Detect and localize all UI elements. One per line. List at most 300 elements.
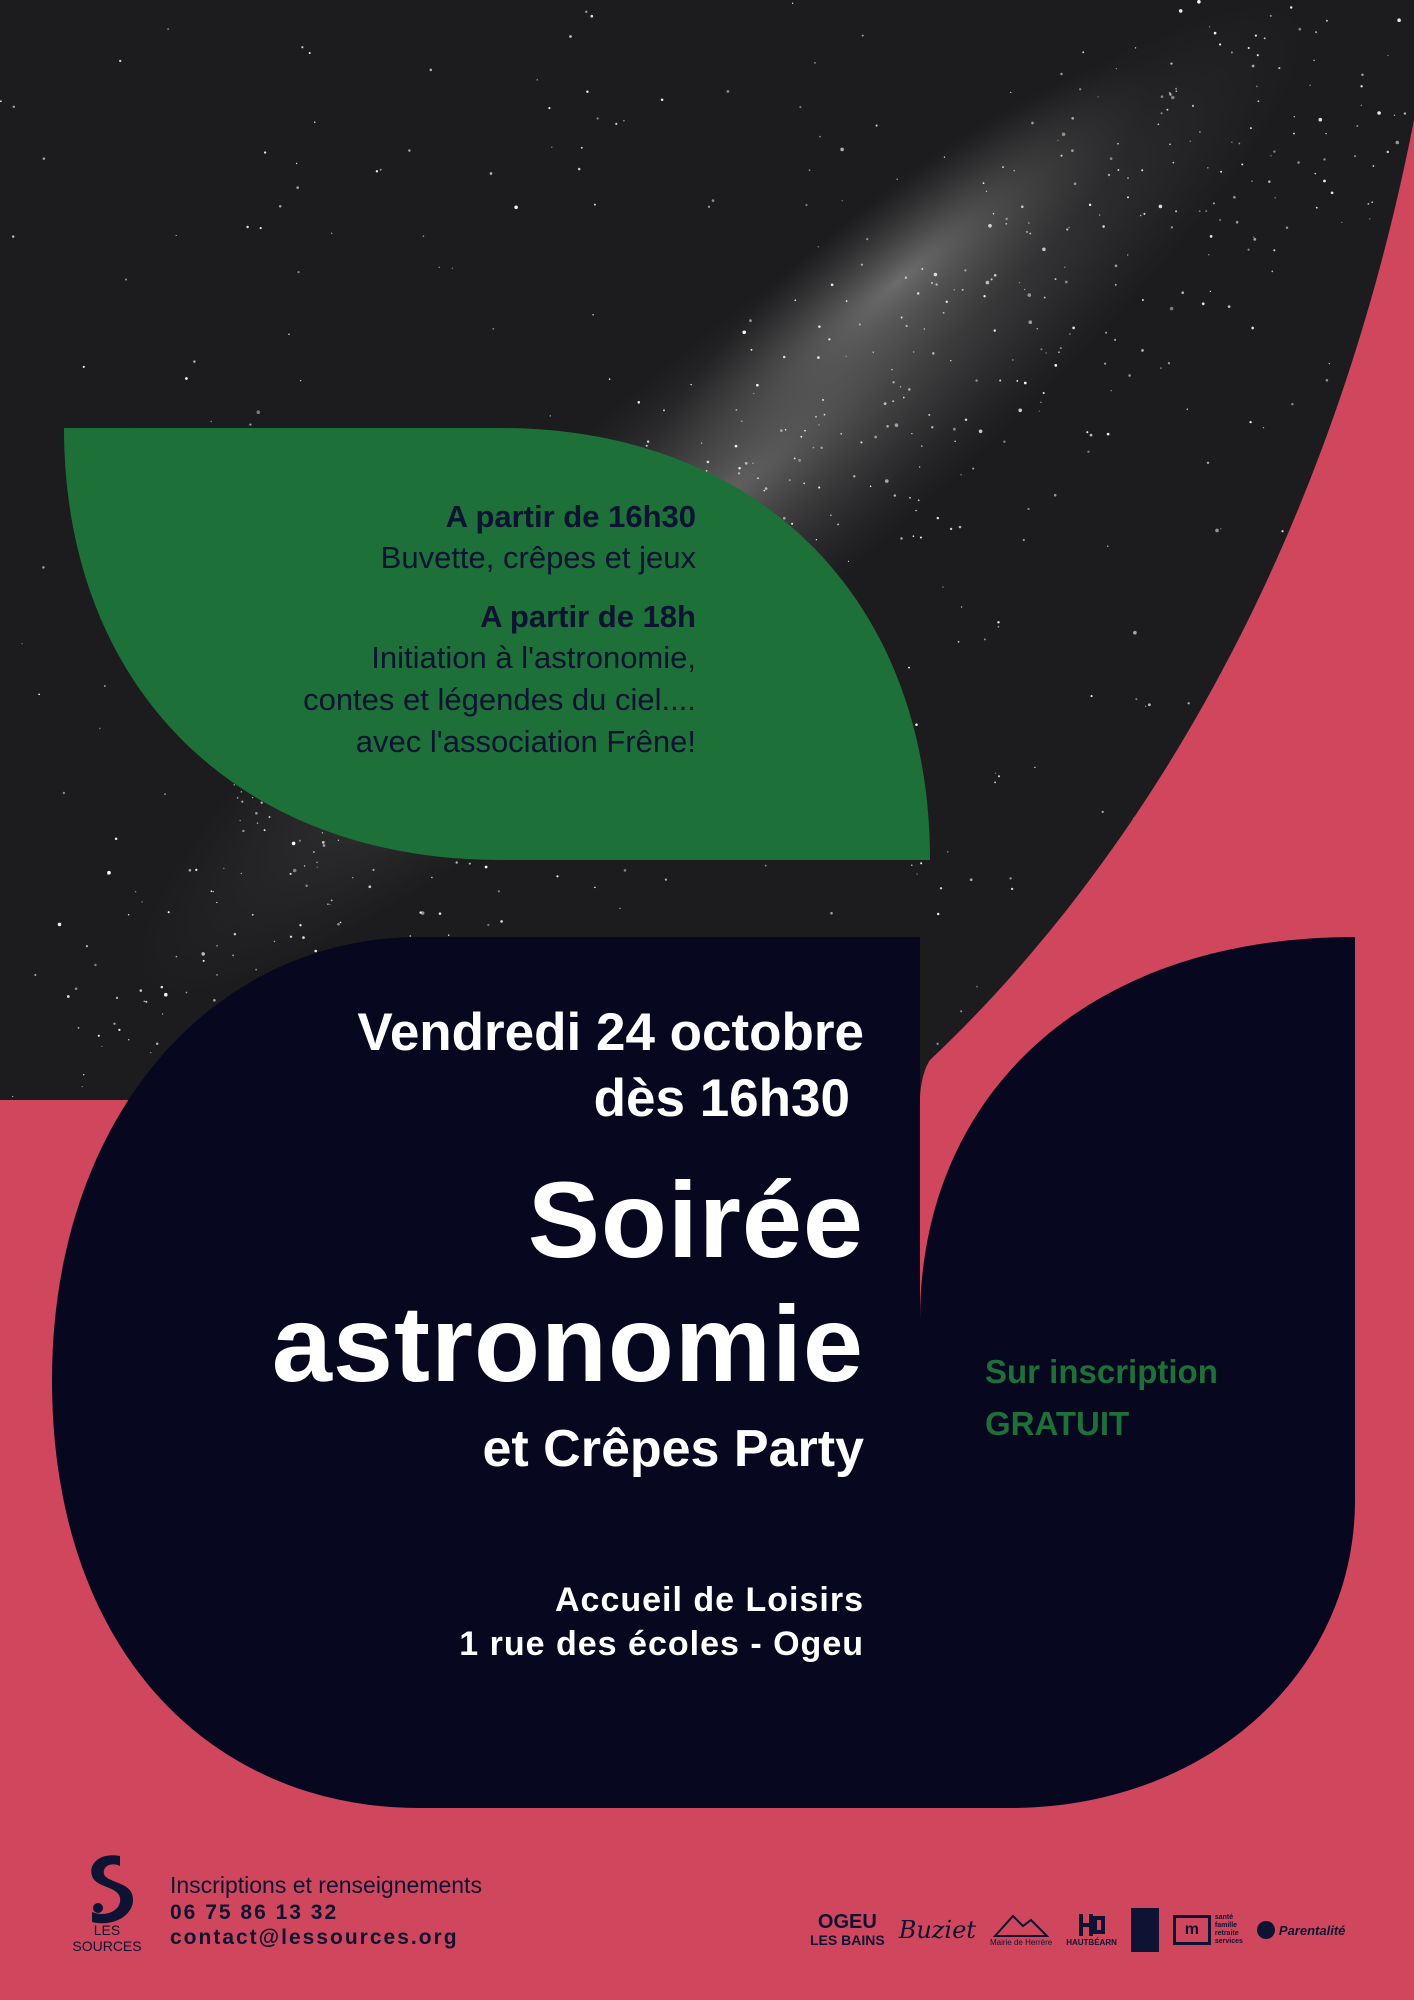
star [1166, 109, 1168, 111]
msa-text-1: santé [1214, 1914, 1234, 1921]
star [1024, 289, 1025, 290]
inscription-block [985, 1346, 1218, 1450]
les-bains-text: LES BAINS [810, 1932, 885, 1948]
star [0, 1295, 2, 1298]
star [86, 945, 88, 947]
star [953, 428, 956, 431]
star [452, 268, 453, 269]
star [745, 462, 748, 465]
star [1057, 140, 1058, 141]
star [1145, 706, 1146, 707]
star [323, 844, 326, 847]
star [1323, 180, 1326, 183]
gratuit-label: GRATUIT [985, 1405, 1130, 1442]
star [176, 235, 177, 236]
star [822, 399, 824, 401]
star [1140, 215, 1141, 216]
star [876, 125, 878, 127]
contact-phone[interactable]: 06 75 86 13 32 [170, 1901, 339, 1924]
star [269, 816, 271, 818]
star [1387, 55, 1388, 56]
star [891, 369, 892, 370]
hautbearn-logo [1066, 1912, 1117, 1948]
star [1248, 47, 1250, 49]
star [213, 999, 216, 1002]
star [537, 79, 538, 80]
star [1339, 534, 1341, 536]
star [118, 1029, 120, 1031]
msa-text-4: services [1214, 1938, 1243, 1945]
star [12, 235, 14, 237]
star [1141, 349, 1144, 352]
star [623, 120, 625, 122]
star [954, 289, 956, 291]
star [783, 517, 786, 520]
star [1316, 207, 1318, 209]
star [1231, 141, 1233, 143]
star [1108, 174, 1110, 176]
star [1215, 529, 1219, 533]
star [597, 117, 599, 119]
star [1252, 65, 1255, 68]
star [780, 429, 783, 432]
star [487, 924, 489, 926]
star [809, 169, 811, 171]
star [189, 869, 192, 872]
star [1028, 222, 1030, 224]
star [701, 442, 702, 443]
star [1090, 434, 1093, 437]
star [1270, 15, 1272, 17]
star [216, 902, 217, 903]
mountain-icon [993, 1912, 1049, 1938]
star [1309, 85, 1310, 86]
star [638, 401, 641, 404]
star [954, 441, 955, 442]
star [944, 156, 945, 157]
star [1253, 238, 1256, 241]
star [936, 1043, 938, 1045]
star [1018, 409, 1022, 413]
star [551, 147, 552, 148]
star [322, 832, 323, 833]
star [128, 1039, 129, 1040]
star [1141, 169, 1143, 171]
leaf-text-block [303, 497, 696, 763]
star [895, 423, 899, 427]
star [1066, 228, 1068, 230]
star [920, 862, 922, 864]
star [255, 812, 258, 815]
star [1064, 267, 1065, 268]
star [931, 282, 933, 284]
star [241, 873, 242, 874]
ogeu-les-bains-logo [810, 1912, 885, 1948]
star [313, 851, 315, 853]
star [738, 472, 740, 474]
star [805, 204, 807, 206]
star [299, 840, 301, 842]
date-line-1: Vendredi 24 octobre [357, 1003, 864, 1062]
star [430, 69, 433, 72]
star [1135, 698, 1137, 700]
star [309, 52, 311, 54]
star [1199, 210, 1201, 212]
star [751, 349, 753, 351]
star [1214, 32, 1217, 35]
star [456, 861, 458, 863]
star [928, 414, 930, 416]
star [894, 494, 896, 496]
star [1367, 203, 1369, 205]
star [1161, 95, 1164, 98]
star [1356, 710, 1359, 713]
star [1005, 218, 1007, 220]
star [619, 908, 620, 909]
star [1159, 205, 1163, 209]
star [1273, 150, 1275, 152]
star [994, 782, 996, 784]
star [931, 426, 933, 428]
star [94, 964, 96, 966]
schedule-line-association: avec l'association Frêne! [355, 724, 696, 759]
star [942, 586, 944, 588]
star [1006, 223, 1008, 225]
star [1371, 201, 1373, 203]
star [1028, 293, 1032, 297]
star [848, 561, 849, 562]
star [903, 397, 905, 399]
star [994, 274, 997, 277]
star [1029, 320, 1033, 324]
star [947, 851, 949, 853]
footer-contact [170, 1870, 482, 1950]
star [1054, 364, 1057, 367]
star [1071, 149, 1074, 152]
star [818, 486, 820, 488]
star [937, 913, 939, 915]
star [913, 351, 915, 353]
star [1045, 352, 1046, 353]
star [1291, 403, 1293, 405]
star [1117, 169, 1119, 171]
star [795, 299, 797, 301]
main-text-block [272, 1000, 864, 1666]
star [338, 840, 339, 841]
star [1199, 131, 1201, 133]
star [1168, 362, 1170, 364]
star [1294, 116, 1295, 117]
star [75, 987, 78, 990]
star [331, 232, 333, 234]
star [1369, 218, 1370, 219]
star [301, 46, 303, 48]
star [140, 989, 143, 992]
star [1354, 155, 1356, 157]
star [352, 877, 353, 878]
star [1173, 162, 1175, 164]
star [1256, 86, 1258, 88]
star [860, 441, 862, 443]
star [735, 409, 737, 411]
star [1021, 205, 1024, 208]
star [58, 923, 62, 927]
star [934, 273, 938, 277]
star [830, 515, 831, 516]
star [317, 866, 318, 867]
star [257, 410, 261, 414]
star [290, 936, 292, 938]
star [727, 90, 730, 93]
star [1228, 305, 1231, 308]
star [665, 878, 667, 880]
star [592, 314, 594, 316]
star [144, 1001, 145, 1002]
hautbearn-text: HAUTBÉARN [1066, 1938, 1117, 1947]
star [1187, 409, 1188, 410]
star [514, 206, 518, 210]
star [915, 510, 917, 512]
star [708, 206, 710, 208]
star [975, 379, 977, 381]
star [306, 885, 308, 887]
herrere-text: Mairie de Herrère [989, 1938, 1053, 1947]
star [1037, 328, 1038, 329]
star [1019, 282, 1020, 283]
star [304, 865, 305, 866]
address-line-1: Accueil de Loisirs [555, 1581, 864, 1619]
star [279, 205, 282, 208]
star [1273, 249, 1275, 251]
star [107, 874, 108, 875]
event-date [272, 1000, 864, 1132]
star [756, 384, 759, 387]
star [1270, 155, 1271, 156]
star [1171, 96, 1175, 100]
star [1169, 92, 1171, 94]
star [119, 60, 121, 62]
star [438, 267, 440, 269]
star [873, 352, 874, 353]
star [211, 890, 213, 892]
star [1170, 307, 1174, 311]
schedule-line-initiation: Initiation à l'astronomie, [371, 640, 696, 675]
star [1089, 204, 1091, 206]
star [1110, 157, 1113, 160]
star [1392, 1106, 1393, 1107]
star [874, 436, 877, 439]
star [1116, 68, 1117, 69]
star [885, 479, 889, 483]
star [663, 409, 665, 411]
star [34, 974, 36, 976]
star [690, 384, 691, 385]
star [331, 900, 333, 902]
star [185, 377, 188, 380]
star [961, 606, 962, 607]
star [831, 283, 834, 286]
star [327, 903, 329, 905]
star [1257, 54, 1259, 56]
star [937, 517, 939, 519]
star [13, 106, 15, 108]
star [101, 1046, 102, 1047]
star [1361, 105, 1362, 106]
star [1238, 142, 1240, 144]
msa-text-3: retraite [1214, 1930, 1239, 1937]
star [1219, 43, 1221, 45]
star [78, 1027, 80, 1029]
star [1234, 800, 1238, 804]
star [1181, 291, 1184, 294]
star [1268, 180, 1271, 183]
star [296, 163, 297, 164]
star [1397, 18, 1401, 22]
star [1060, 155, 1062, 157]
star [764, 490, 766, 492]
star [288, 334, 289, 335]
star [972, 468, 974, 470]
star [1102, 811, 1104, 813]
star [913, 535, 915, 537]
star [792, 3, 793, 4]
star [290, 873, 292, 875]
parentalite-logo [1257, 1921, 1345, 1939]
star [950, 528, 952, 530]
contact-email[interactable]: contact@lessources.org [170, 1926, 459, 1949]
star [924, 328, 925, 329]
star [783, 356, 785, 358]
star [239, 820, 241, 822]
star [819, 136, 821, 138]
star [1325, 133, 1326, 134]
star [1241, 163, 1243, 165]
les-sources-caption [62, 1922, 152, 1954]
star [1263, 850, 1265, 852]
star [1326, 20, 1328, 22]
star [1331, 191, 1334, 194]
partner-logos [810, 1900, 1345, 1960]
star [234, 784, 235, 785]
star [1044, 297, 1046, 299]
star [1160, 367, 1161, 368]
star [419, 911, 421, 913]
star [886, 425, 889, 428]
star [1115, 933, 1117, 935]
star [300, 380, 301, 381]
star [946, 301, 948, 303]
star [1207, 462, 1209, 464]
star [1054, 494, 1057, 497]
star [299, 924, 301, 926]
star [314, 122, 315, 123]
star [569, 35, 572, 38]
star [548, 107, 550, 109]
star [556, 875, 558, 877]
star [314, 950, 317, 953]
star [1031, 122, 1034, 125]
star [213, 891, 214, 892]
star [1315, 31, 1317, 33]
star [1213, 202, 1215, 204]
star [830, 912, 833, 915]
star [1255, 35, 1257, 37]
star [83, 366, 85, 368]
star [115, 838, 118, 841]
star [1187, 702, 1189, 704]
star [1105, 332, 1107, 334]
star [1263, 427, 1264, 428]
star [316, 862, 317, 863]
star [125, 278, 127, 280]
star [0, 100, 2, 102]
star [168, 911, 170, 913]
star [423, 235, 425, 237]
star [892, 400, 894, 402]
star [1298, 28, 1301, 31]
star [998, 626, 1000, 628]
star [820, 446, 823, 449]
star [67, 995, 70, 998]
star [585, 11, 587, 13]
star [164, 993, 168, 997]
address-line-2: 1 rue des écoles - Ogeu [459, 1625, 864, 1663]
star [988, 224, 992, 228]
star [1169, 143, 1171, 145]
star [234, 933, 237, 936]
star [594, 204, 596, 206]
star [661, 99, 664, 102]
star [1377, 111, 1381, 115]
msa-text-2: famille [1214, 1922, 1238, 1929]
star [921, 445, 922, 446]
star [979, 430, 983, 434]
star [1082, 51, 1084, 53]
star [1133, 817, 1135, 819]
star [1344, 877, 1348, 881]
star [862, 35, 864, 37]
star [1329, 363, 1330, 364]
star [1104, 363, 1106, 365]
star [15, 1140, 18, 1143]
star [12, 1096, 13, 1097]
star [624, 869, 627, 872]
star [83, 1074, 84, 1075]
star [293, 869, 297, 873]
star [1087, 451, 1089, 453]
star [1361, 73, 1364, 76]
star [1258, 100, 1260, 102]
star [322, 841, 325, 844]
star [1176, 90, 1178, 92]
star [1272, 569, 1276, 573]
star [752, 463, 754, 465]
star [38, 693, 40, 695]
star [1143, 213, 1145, 215]
star [578, 168, 581, 171]
star [986, 191, 987, 192]
star [372, 869, 374, 871]
star [1300, 861, 1302, 863]
star [749, 319, 752, 322]
star [1114, 339, 1116, 341]
star [991, 278, 993, 280]
star [818, 424, 820, 426]
star [815, 416, 817, 418]
star [818, 246, 819, 247]
star [252, 797, 253, 798]
star [940, 887, 942, 889]
